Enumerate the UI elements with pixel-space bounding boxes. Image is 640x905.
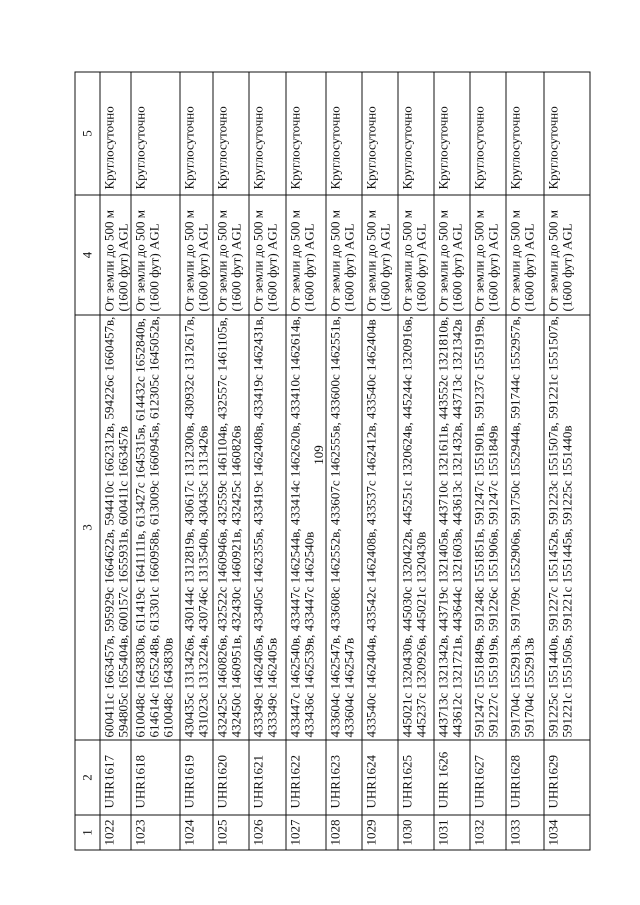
table-header-row: [76, 72, 101, 850]
altitude-limits: От земли до 500 м (1600 фут) AGL: [250, 195, 287, 315]
operating-time: Круглосуточно: [181, 72, 214, 195]
table-row: [214, 72, 250, 850]
altitude-limits: От земли до 500 м (1600 фут) AGL: [471, 195, 507, 315]
coordinates-line: 431023с 1313224в, 430746с 1313540в, 430435с 1313426в: [195, 425, 211, 738]
coordinates-line: 430435с 1313426в, 430144с 1312819в, 430617с 1312300в, 430932с 1312617в,: [181, 316, 197, 738]
zone-coordinates: [399, 315, 435, 740]
altitude-limits: От земли до 500 м (1600 фут) AGL: [545, 195, 591, 315]
coordinates-line: 591227с 1551919в, 591226с 1551906в, 591247с 1551849в: [485, 425, 501, 738]
zone-coordinates: [471, 315, 507, 740]
row-number: 1034: [545, 815, 591, 850]
row-number: 1023: [132, 815, 181, 850]
zone-code: UHR1621: [250, 740, 287, 815]
coordinates-line: 433349с 1462405в, 433405с 1462355в, 433419с 1462408в, 433419с 1462431в,: [250, 316, 266, 738]
altitude-limits: От земли до 500 м (1600 фут) AGL: [132, 195, 181, 315]
coordinates-line: 433349с 1462405в: [264, 637, 280, 738]
column-header-4: 4: [76, 195, 101, 315]
restricted-areas-table: [75, 72, 591, 851]
coordinates-line: 600411с 1663457в, 595929с 1664622в, 594410с 1662312в, 594226с 1660457в,: [101, 316, 117, 738]
altitude-limits: От земли до 500 м (1600 фут) AGL: [101, 195, 132, 315]
operating-time: Круглосуточно: [363, 72, 399, 195]
zone-code: UHR1629: [545, 740, 591, 815]
coordinates-line: 591704с 1552913в: [521, 637, 537, 738]
altitude-limits: От земли до 500 м (1600 фут) AGL: [214, 195, 250, 315]
altitude-limits: От земли до 500 м (1600 фут) AGL: [363, 195, 399, 315]
zone-coordinates: [327, 315, 363, 740]
coordinates-line: 591704с 1552913в, 591709с 1552906в, 591750с 1552944в, 591744с 1552957в,: [507, 316, 523, 738]
operating-time: Круглосуточно: [435, 72, 471, 195]
row-number: 1024: [181, 815, 214, 850]
zone-code: UHR 1626: [435, 740, 471, 815]
coordinates-line: 445237с 1320926в, 445021с 1320430в: [413, 531, 429, 738]
page-number: 109: [311, 445, 326, 465]
coordinates-line: 433604с 1462547в, 433608с 1462552в, 433607с 1462555в, 433600с 1462551в,: [327, 316, 343, 738]
table-row: [399, 72, 435, 850]
altitude-limits: От земли до 500 м (1600 фут) AGL: [181, 195, 214, 315]
zone-code: UHR1625: [399, 740, 435, 815]
coordinates-line: 433447с 1462540в, 433447с 1462544в, 433414с 1462620в, 433410с 1462614в,: [287, 316, 303, 738]
column-header-2: 2: [76, 740, 101, 815]
table-row: [507, 72, 545, 850]
zone-code: UHR1617: [101, 740, 132, 815]
zone-code: UHR1627: [471, 740, 507, 815]
operating-time: Круглосуточно: [507, 72, 545, 195]
zone-coordinates: [287, 315, 327, 740]
zone-code: UHR1619: [181, 740, 214, 815]
coordinates-line: 443713с 1321342в, 443719с 1321405в, 443710с 1321611в, 443552с 1321810в,: [435, 316, 451, 738]
coordinates-line: 432450с 1460951в, 432430с 1460921в, 432425с 1460826в: [228, 425, 244, 738]
altitude-limits: От земли до 500 м (1600 фут) AGL: [507, 195, 545, 315]
row-number: 1029: [363, 815, 399, 850]
coordinates-line: 591247с 1551849в, 591248с 1551851в, 591247с 1551901в, 591237с 1551919в,: [471, 316, 487, 738]
zone-code: UHR1623: [327, 740, 363, 815]
zone-coordinates: [250, 315, 287, 740]
operating-time: Круглосуточно: [132, 72, 181, 195]
row-number: 1031: [435, 815, 471, 850]
table-row: [250, 72, 287, 850]
operating-time: Круглосуточно: [471, 72, 507, 195]
table-row: [545, 72, 591, 850]
zone-coordinates: [181, 315, 214, 740]
row-number: 1032: [471, 815, 507, 850]
operating-time: Круглосуточно: [101, 72, 132, 195]
row-number: 1027: [287, 815, 327, 850]
operating-time: Круглосуточно: [399, 72, 435, 195]
table-row: [327, 72, 363, 850]
zone-code: UHR1622: [287, 740, 327, 815]
altitude-limits: От земли до 500 м (1600 фут) AGL: [327, 195, 363, 315]
table-row: [435, 72, 471, 850]
column-header-5: 5: [76, 72, 101, 195]
altitude-limits: От земли до 500 м (1600 фут) AGL: [435, 195, 471, 315]
coordinates-line: 614614с 1655248в, 613301с 1660958в, 613009с 1660945в, 612305с 1645052в,: [146, 316, 162, 738]
zone-coordinates: [101, 315, 132, 740]
table-row: [363, 72, 399, 850]
zone-code: UHR1628: [507, 740, 545, 815]
zone-code: UHR1618: [132, 740, 181, 815]
row-number: 1030: [399, 815, 435, 850]
row-number: 1028: [327, 815, 363, 850]
coordinates-line: 610048с 1643830в, 611419с 1641111в, 613427с 1645315в, 614432с 1652840в,: [132, 318, 148, 738]
coordinates-line: 443612с 1321721в, 443644с 1321603в, 443613с 1321432в, 443713с 1321342в: [449, 319, 465, 738]
column-header-1: 1: [76, 815, 101, 850]
zone-coordinates: [545, 315, 591, 740]
operating-time: Круглосуточно: [214, 72, 250, 195]
altitude-limits: От земли до 500 м (1600 фут) AGL: [399, 195, 435, 315]
row-number: 1025: [214, 815, 250, 850]
zone-coordinates: [435, 315, 471, 740]
zone-coordinates: [214, 315, 250, 740]
operating-time: Круглосуточно: [287, 72, 327, 195]
coordinates-line: 433604с 1462547в: [341, 637, 357, 738]
row-number: 1022: [101, 815, 132, 850]
coordinates-line: 591221с 1551505в, 591221с 1551445в, 591225с 1551440в: [559, 425, 575, 738]
operating-time: Круглосуточно: [545, 72, 591, 195]
zone-coordinates: [363, 315, 399, 740]
row-number: 1033: [507, 815, 545, 850]
zone-coordinates: [507, 315, 545, 740]
zone-coordinates: [132, 315, 181, 740]
zone-code: UHR1624: [363, 740, 399, 815]
table-row: [132, 72, 181, 850]
table-row: [101, 72, 132, 850]
coordinates-line: 433436с 1462539в, 433447с 1462540в: [301, 531, 317, 738]
row-number: 1026: [250, 815, 287, 850]
zone-code: UHR1620: [214, 740, 250, 815]
coordinates-line: 432425с 1460826в, 432522с 1460946в, 432559с 1461104в, 432557с 1461105в,: [214, 317, 230, 738]
coordinates-line: 594805с 1655404в, 600157с 1655931в, 600411с 1663457в: [115, 426, 131, 738]
operating-time: Круглосуточно: [327, 72, 363, 195]
coordinates-line: 610048с 1643830в: [160, 637, 176, 738]
table-row: [181, 72, 214, 850]
coordinates-line: 433540с 1462404в, 433542с 1462408в, 433537с 1462412в, 433540с 1462404в: [363, 319, 379, 738]
coordinates-line: 445021с 1320430в, 445030с 1320422в, 445251с 1320624в, 445244с 1320916в,: [399, 316, 415, 738]
table-row: [471, 72, 507, 850]
column-header-3: 3: [76, 315, 101, 740]
coordinates-line: 591225с 1551440в, 591227с 1551452в, 591223с 1551507в, 591221с 1551507в,: [545, 316, 561, 738]
operating-time: Круглосуточно: [250, 72, 287, 195]
altitude-limits: От земли до 500 м (1600 фут) AGL: [287, 195, 327, 315]
